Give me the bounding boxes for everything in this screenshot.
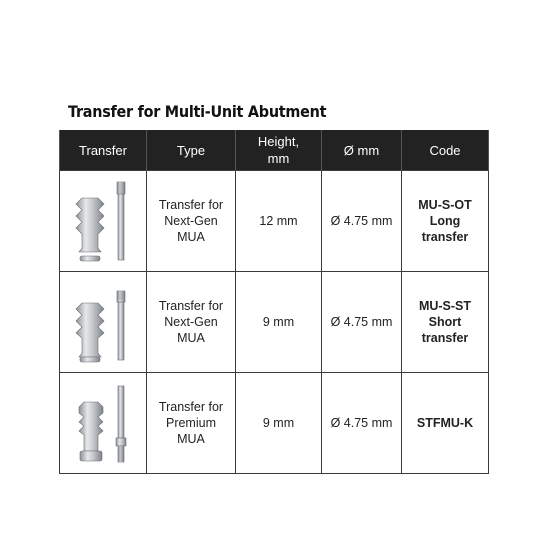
type-line: Transfer for xyxy=(158,299,224,313)
header-code: Code xyxy=(402,130,489,171)
transfer-short-icon xyxy=(68,277,138,367)
height-cell: 12 mm xyxy=(236,171,322,272)
header-transfer: Transfer xyxy=(60,130,147,171)
type-line: Transfer for xyxy=(158,198,224,212)
page-title: Transfer for Multi-Unit Abutment xyxy=(68,102,327,121)
header-height-line1: Height, xyxy=(257,134,300,149)
height-cell: 9 mm xyxy=(236,373,322,474)
type-line: Premium xyxy=(165,416,216,430)
header-height xyxy=(236,130,322,171)
code-cell xyxy=(402,272,489,373)
code-line: transfer xyxy=(421,331,469,345)
type-line: Next-Gen xyxy=(164,214,218,228)
type-line: MUA xyxy=(177,230,205,244)
code-cell xyxy=(402,171,489,272)
spec-table xyxy=(59,130,489,474)
header-type: Type xyxy=(147,130,236,171)
code-line: MU-S-OT xyxy=(418,198,472,212)
diameter-cell: Ø 4.75 mm xyxy=(322,373,402,474)
transfer-long-icon xyxy=(68,176,138,266)
height-cell: 9 mm xyxy=(236,272,322,373)
header-diameter: Ø mm xyxy=(322,130,402,171)
header-height-line2: mm xyxy=(267,151,290,166)
type-cell xyxy=(147,373,236,474)
type-line: Next-Gen xyxy=(164,315,218,329)
code-line: Long xyxy=(429,214,461,228)
code-cell xyxy=(402,373,489,474)
type-line: MUA xyxy=(177,432,205,446)
table-header-row xyxy=(60,130,489,171)
type-line: Transfer for xyxy=(158,400,224,414)
transfer-image-cell xyxy=(60,373,147,474)
type-cell xyxy=(147,171,236,272)
transfer-premium-icon xyxy=(68,378,138,468)
table-row xyxy=(60,373,489,474)
transfer-image-cell xyxy=(60,272,147,373)
code-line: STFMU-K xyxy=(416,416,474,430)
diameter-cell: Ø 4.75 mm xyxy=(322,171,402,272)
diameter-cell: Ø 4.75 mm xyxy=(322,272,402,373)
type-cell xyxy=(147,272,236,373)
table-row xyxy=(60,171,489,272)
code-line: Short xyxy=(428,315,462,329)
transfer-image-cell xyxy=(60,171,147,272)
code-line: MU-S-ST xyxy=(418,299,472,313)
code-line: transfer xyxy=(421,230,469,244)
type-line: MUA xyxy=(177,331,205,345)
table-row xyxy=(60,272,489,373)
